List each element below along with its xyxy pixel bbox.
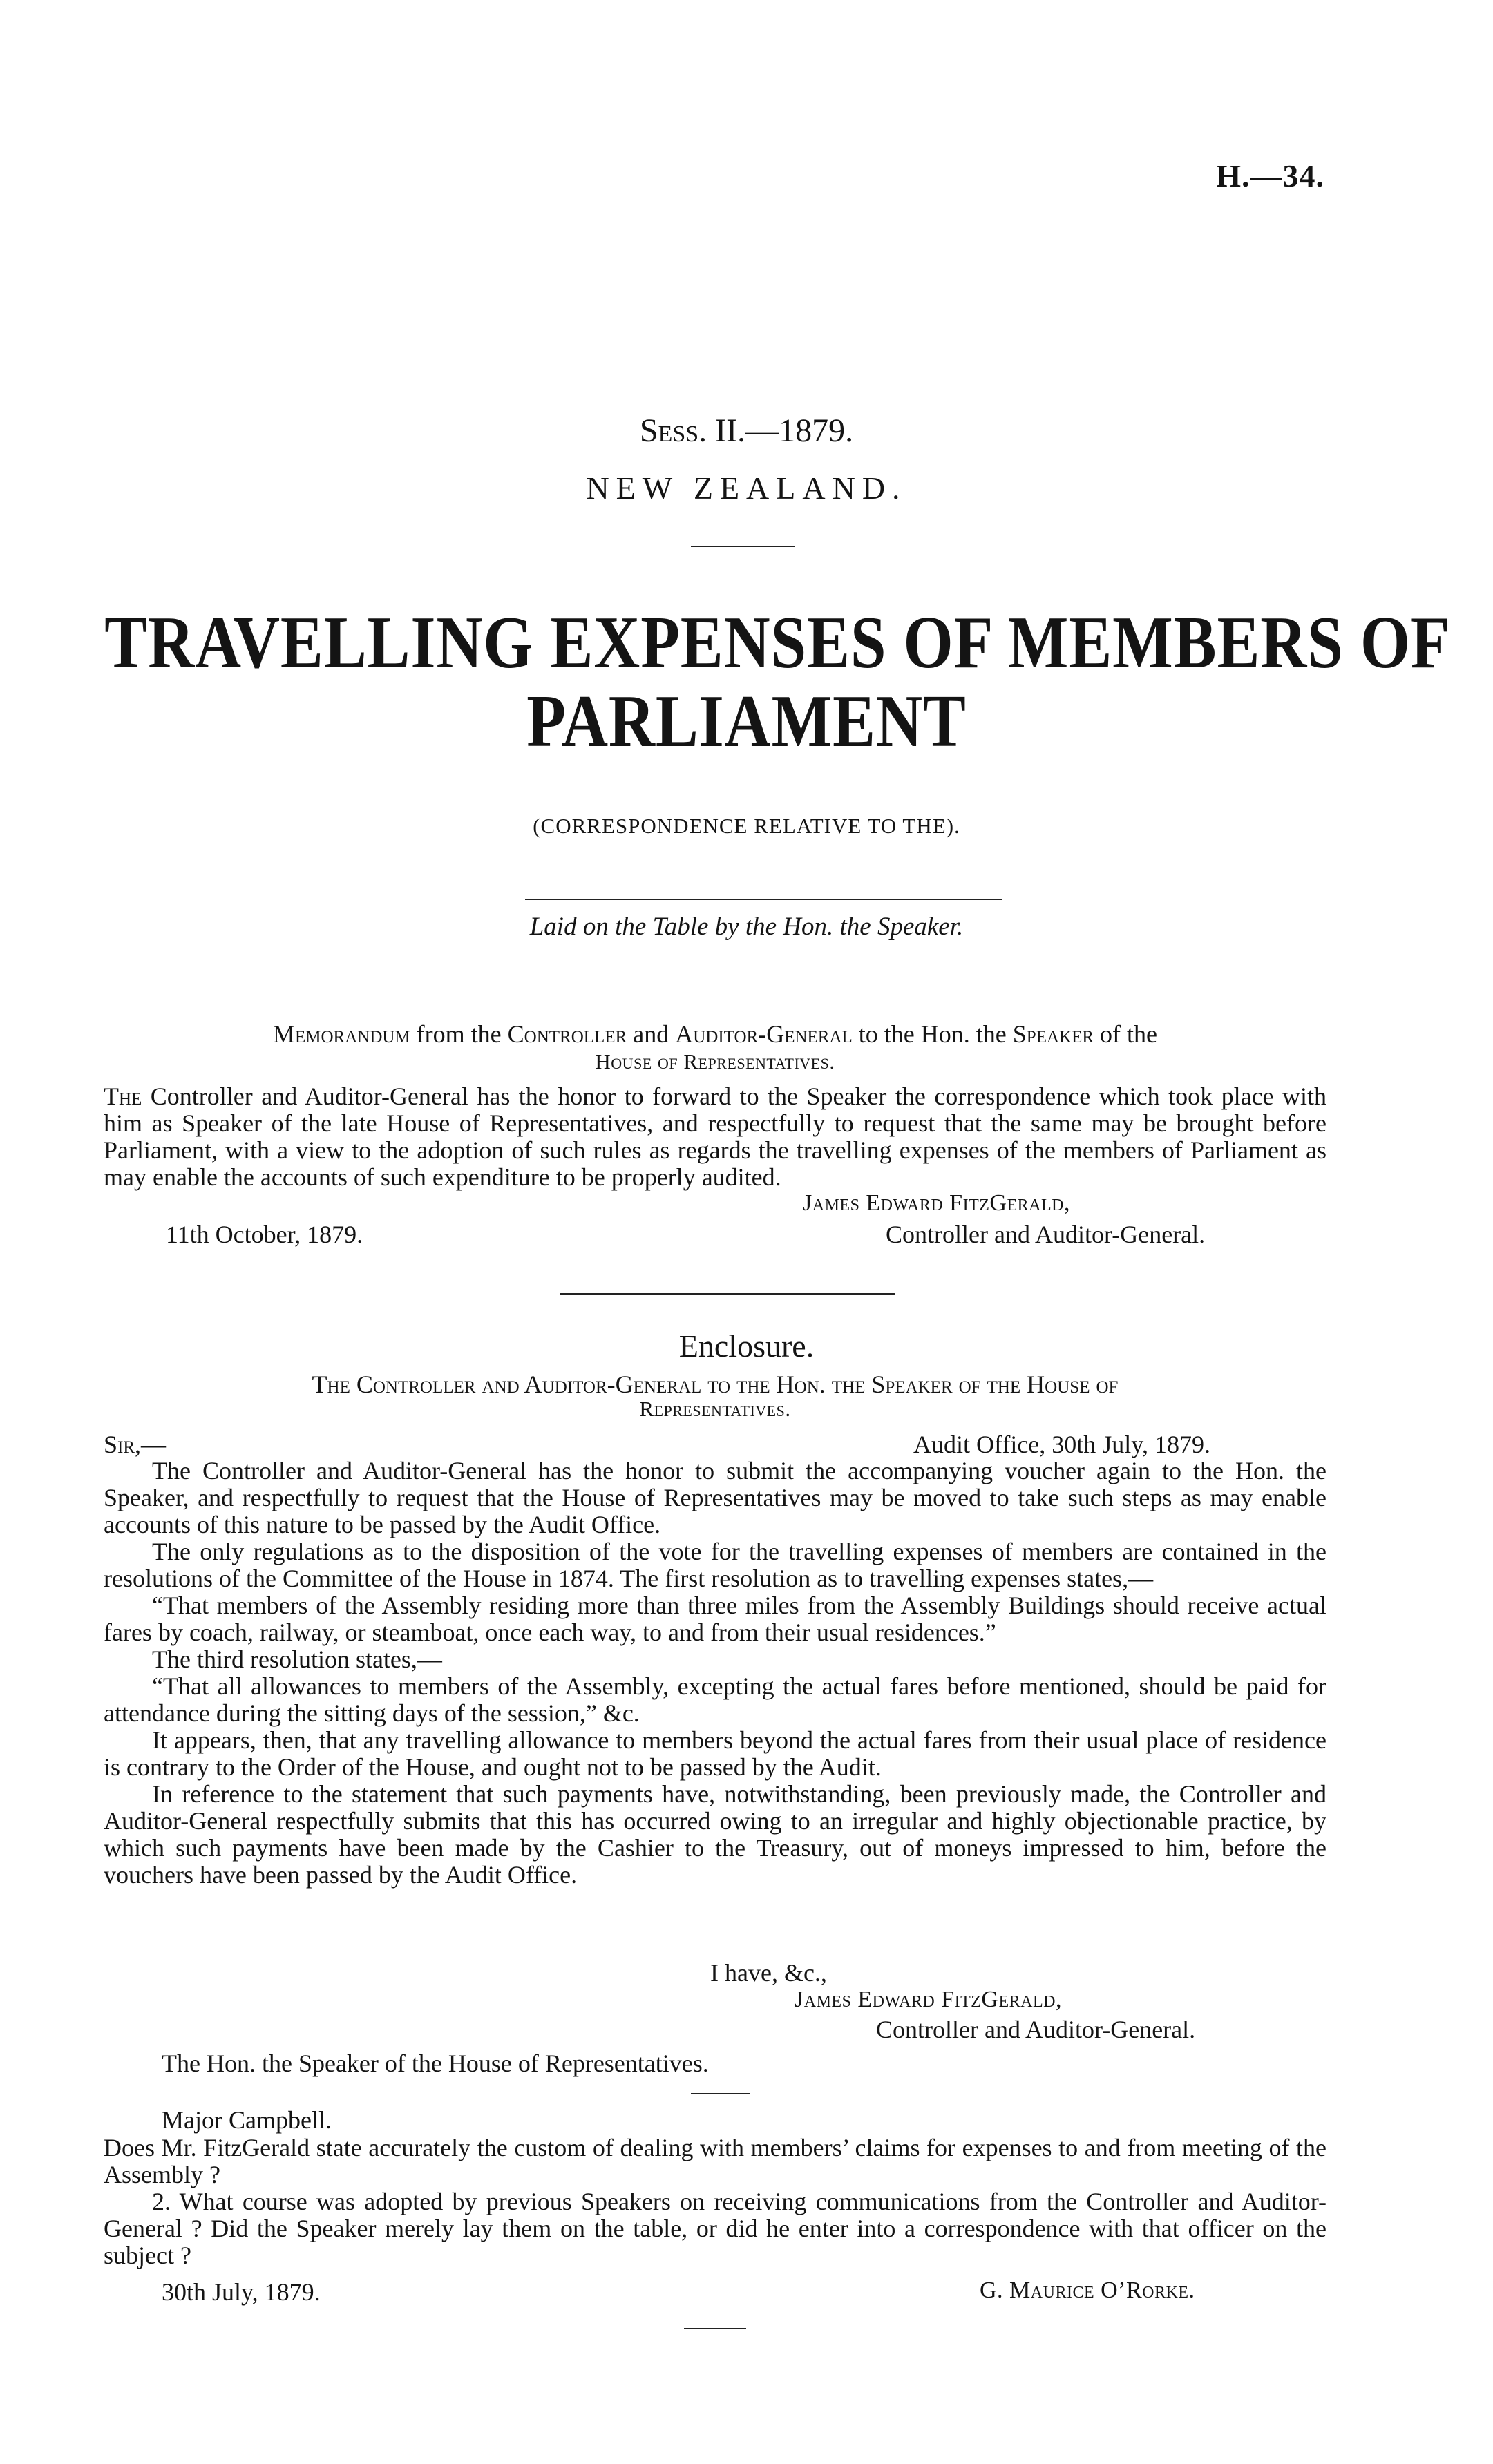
laid-on-table: Laid on the Table by the Hon. the Speaker. [529, 913, 964, 941]
enclosure-signer-title: Controller and Auditor-General. [876, 2016, 1196, 2043]
enclosure-subheading [104, 1371, 1326, 1422]
laid-top-rule [525, 899, 1002, 900]
minute-signer: G. Maurice O’Rorke. [980, 2277, 1195, 2303]
memorandum-heading-line-2: House of Representatives. [595, 1049, 835, 1073]
end-rule [684, 2328, 746, 2329]
page-reference: H.—34. [1216, 158, 1324, 193]
paragraph: It appears, then, that any travelling allowance to members beyond the actual fares from their usual place of residence is contrary to the Order of the House, and ought not to be passed by the Audit. [104, 1726, 1326, 1781]
memo-word: Speaker [1012, 1020, 1094, 1048]
memo-word: Memorandum [272, 1020, 410, 1048]
quoted-resolution: “That members of the Assembly residing more than three miles from the Assembly Buildings should receive actual fares by coach, railway, or steamboat, once each way, to and from their usual residences.” [104, 1592, 1326, 1646]
session-line [0, 412, 1493, 450]
memorandum-body [104, 1083, 1326, 1191]
memo-word: and [633, 1020, 669, 1048]
title-line-1: TRAVELLING EXPENSES OF MEMBERS OF [104, 602, 1451, 684]
memorandum-date: 11th October, 1879. [166, 1221, 363, 1248]
session-number: II.—1879. [715, 412, 854, 449]
subtitle: (CORRESPONDENCE RELATIVE TO THE). [533, 814, 960, 838]
memorandum-signer-title: Controller and Auditor-General. [886, 1221, 1206, 1248]
memo-word: of the [1100, 1020, 1157, 1048]
paragraph: The Controller and Auditor-General has the honor to submit the accompanying voucher again to the Hon. the Speaker, and respectfully to request that the House of Representatives may be moved to take such steps as may enable accounts of this nature to be passed by the Audit Office. [104, 1457, 1326, 1538]
minute-date: 30th July, 1879. [162, 2278, 321, 2306]
memo-word: to the Hon. the [858, 1020, 1007, 1048]
addressee: The Hon. the Speaker of the House of Representatives. [162, 2050, 709, 2077]
enclosure-body [104, 1458, 1326, 1889]
quoted-resolution: “That all allowances to members of the Assembly, excepting the actual fares before mentioned, should be paid for attendance during the sitting days of the session,” &c. [104, 1672, 1326, 1727]
title-line-2: PARLIAMENT [526, 680, 967, 763]
session-prefix: Sess. [639, 412, 707, 449]
main-title [0, 604, 1493, 761]
memo-word: Auditor-General [675, 1020, 853, 1048]
paragraph: The third resolution states,— [152, 1645, 442, 1673]
section-rule [560, 1293, 895, 1295]
enclosure-heading: Enclosure. [678, 1328, 815, 1364]
enclosure-signer: James Edward FitzGerald, [795, 1987, 1062, 2012]
question-1: Does Mr. FitzGerald state accurately the custom of dealing with members’ claims for expenses to and from meeting of the Assembly ? [104, 2134, 1326, 2188]
minute-to: Major Campbell. [162, 2106, 332, 2134]
paragraph: In reference to the statement that such payments have, notwithstanding, been previously made, the Controller and Auditor-General respectfully submits that this has occurred owing to an irregular and highly objectionable practice, by which such payments have been made by the Cashier to the Treasury, out of moneys impressed to him, before the vouchers have been passed by the Audit Office. [104, 1780, 1326, 1889]
question-2: 2. What course was adopted by previous Speakers on receiving communications from the Controller and Auditor-General ? Did the Speaker merely lay them on the table, or did he enter into a correspondence with that officer on the subject ? [104, 2188, 1326, 2269]
memo-word: Controller [507, 1020, 627, 1048]
salutation: Sir,— [104, 1431, 167, 1458]
memo-word: from the [416, 1020, 502, 1048]
memo-body-text: Controller and Auditor-General has the honor to forward to the Speaker the correspondence which took place with him as Speaker of the late House of Representatives, and respectfully to request that the same may be brought before Parliament, with a view to the adoption of such rules as regards the travelling expenses of the members of Parliament as may enable the accounts of such expenditure to be properly audited. [104, 1082, 1326, 1191]
enclosure-subheading-line-2: Representatives. [639, 1397, 791, 1421]
minute-body [104, 2134, 1326, 2269]
memorandum-signer: James Edward FitzGerald, [803, 1190, 1070, 1216]
title-rule [691, 546, 795, 547]
closing: I have, &c., [710, 1959, 827, 1987]
memo-first-word: The [104, 1082, 142, 1110]
paragraph: The only regulations as to the disposition of the vote for the travelling expenses of members are contained in the resolutions of the Committee of the House in 1874. The first resolution as to travelling expenses states,— [104, 1538, 1326, 1592]
memorandum-heading [104, 1021, 1326, 1075]
minute-rule [691, 2093, 750, 2094]
country-line: NEW ZEALAND. [586, 470, 907, 506]
place-date: Audit Office, 30th July, 1879. [913, 1431, 1210, 1458]
enclosure-subheading-line-1: The Controller and Auditor-General to the Hon. the Speaker of the House of [312, 1371, 1119, 1398]
memorandum-heading-line-1 [104, 1021, 1326, 1048]
